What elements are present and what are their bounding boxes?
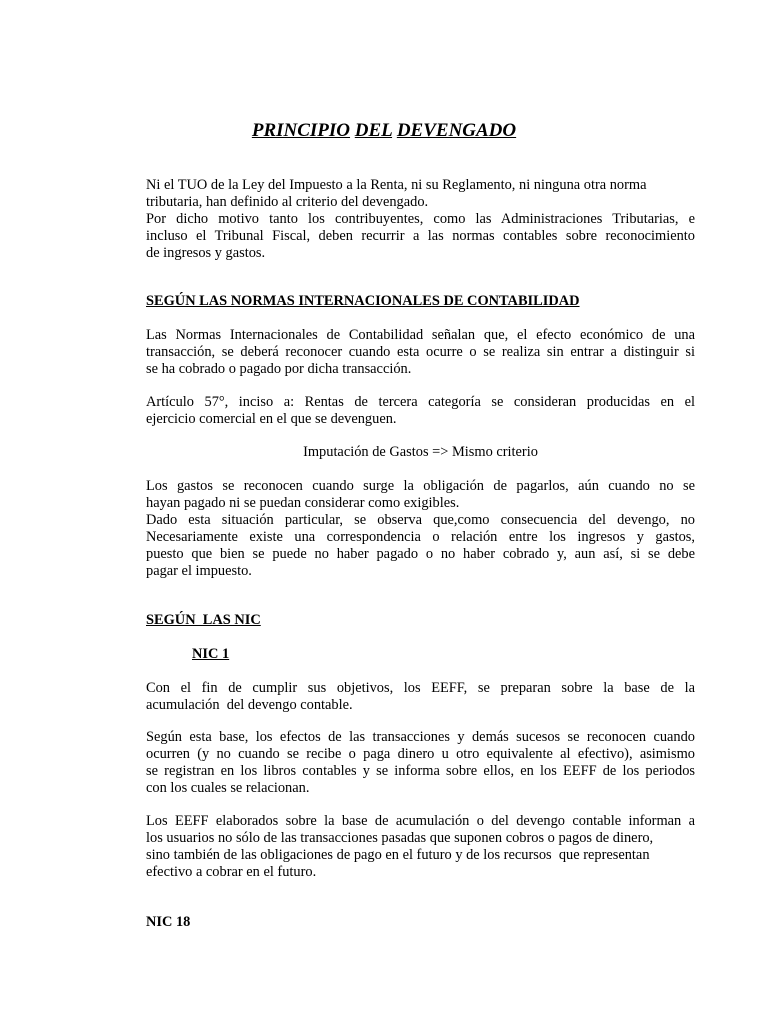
nic-para-line-3: se ha cobrado o pagado por dicha transacción. <box>146 361 412 377</box>
nic1-para3-line-2: los usuarios no sólo de las transacciones pasadas que suponen cobros o pagos de dinero, <box>146 830 654 846</box>
gastos-line-2: hayan pagado ni se puedan considerar como exigibles. <box>146 495 460 511</box>
nic-paragraph <box>146 327 695 378</box>
title-word-principio: PRINCIPIO <box>251 120 351 141</box>
nic1-paragraph-3 <box>146 813 695 881</box>
document-title <box>0 120 768 142</box>
nic-para-line-2: transacción, se deberá reconocer cuando esta ocurre o se realiza sin entrar a distinguir si <box>146 344 695 360</box>
nic1-paragraph-1 <box>146 680 695 714</box>
articulo-line-2: ejercicio comercial en el que se devenguen. <box>146 411 397 427</box>
nic1-para2-line-1: Según esta base, los efectos de las transacciones y demás sucesos se reconocen cuando <box>146 729 695 745</box>
gastos-line-4: Necesariamente existe una correspondencia o relación entre los ingresos y gastos, <box>146 529 695 545</box>
intro-line-5: de ingresos y gastos. <box>146 245 266 261</box>
nic-para-line-1: Las Normas Internacionales de Contabilidad señalan que, el efecto económico de una <box>146 327 695 343</box>
gastos-line-5: puesto que bien se puede no haber pagado o no haber cobrado y, aun así, si se debe <box>146 546 695 562</box>
nic1-para3-line-3: sino también de las obligaciones de pago en el futuro y de los recursos que representan <box>146 847 650 863</box>
section-heading-segun-las-nic: SEGÚN LAS NIC <box>146 612 261 628</box>
intro-line-2: tributaria, han definido al criterio del devengado. <box>146 194 429 210</box>
nic1-para3-line-1: Los EEFF elaborados sobre la base de acumulación o del devengo contable informan a <box>146 813 695 829</box>
intro-paragraph <box>146 177 695 262</box>
section-heading-normas-internacionales: SEGÚN LAS NORMAS INTERNACIONALES DE CONTABILIDAD <box>146 293 580 309</box>
nic1-paragraph-2 <box>146 729 695 797</box>
nic1-para1-line-2: acumulación del devengo contable. <box>146 697 353 713</box>
nic1-heading: NIC 1 <box>192 646 230 662</box>
articulo-paragraph <box>146 394 695 428</box>
intro-line-1: Ni el TUO de la Ley del Impuesto a la Renta, ni su Reglamento, ni ninguna otra norma <box>146 177 647 193</box>
title-word-devengado: DEVENGADO <box>396 120 517 141</box>
intro-line-4: incluso el Tribunal Fiscal, deben recurrir a las normas contables sobre reconocimiento <box>146 228 695 244</box>
imputacion-line: Imputación de Gastos => Mismo criterio <box>303 444 538 460</box>
nic18-heading: NIC 18 <box>146 914 191 930</box>
nic1-para2-line-4: con los cuales se relacionan. <box>146 780 310 796</box>
gastos-line-6: pagar el impuesto. <box>146 563 252 579</box>
nic1-para1-line-1: Con el fin de cumplir sus objetivos, los EEFF, se preparan sobre la base de la <box>146 680 695 696</box>
gastos-paragraph <box>146 478 695 580</box>
articulo-line-1: Artículo 57°, inciso a: Rentas de tercera categoría se consideran producidas en el <box>146 394 695 410</box>
gastos-line-3: Dado esta situación particular, se observa que,como consecuencia del devengo, no <box>146 512 695 528</box>
title-word-del: DEL <box>354 120 393 141</box>
nic1-para2-line-3: se registran en los libros contables y se informa sobre ellos, en los EEFF de los periodos <box>146 763 695 779</box>
intro-line-3: Por dicho motivo tanto los contribuyentes, como las Administraciones Tributarias, e <box>146 211 695 227</box>
gastos-line-1: Los gastos se reconocen cuando surge la obligación de pagarlos, aún cuando no se <box>146 478 695 494</box>
nic1-para2-line-2: ocurren (y no cuando se recibe o paga dinero u otro equivalente al efectivo), asimismo <box>146 746 695 762</box>
nic1-para3-line-4: efectivo a cobrar en el futuro. <box>146 864 317 880</box>
